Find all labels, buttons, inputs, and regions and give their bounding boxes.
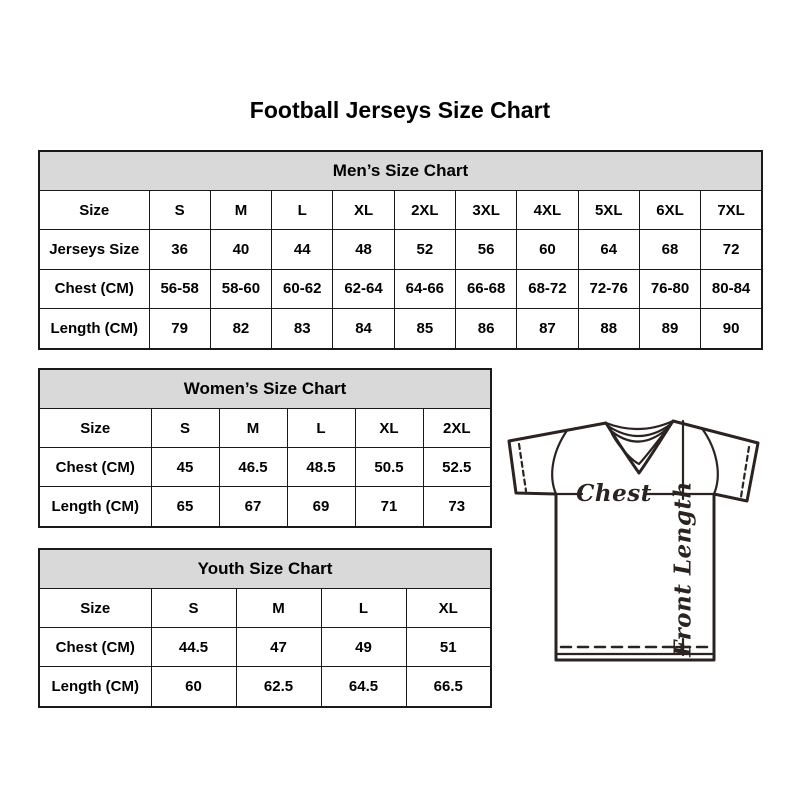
size-value-cell: 84 xyxy=(333,309,394,349)
size-value-cell: 58-60 xyxy=(210,269,271,308)
page-title: Football Jerseys Size Chart xyxy=(249,97,551,123)
size-value-cell: L xyxy=(321,589,406,628)
size-value-cell: 64.5 xyxy=(321,667,406,707)
size-value-cell: 64 xyxy=(578,230,639,269)
size-value-cell: 40 xyxy=(210,230,271,269)
size-value-cell: 50.5 xyxy=(355,448,423,487)
size-value-cell: 64-66 xyxy=(394,269,455,308)
right-sleeve-seam xyxy=(702,429,718,495)
size-value-cell: 86 xyxy=(455,309,516,349)
size-value-cell: 85 xyxy=(394,309,455,349)
men-chart-title: Men’s Size Chart xyxy=(39,151,762,191)
youth-size-chart-table xyxy=(38,548,492,708)
size-value-cell: 90 xyxy=(701,309,762,349)
row-label-cell: Jerseys Size xyxy=(39,230,149,269)
size-value-cell: M xyxy=(236,589,321,628)
size-value-cell: 44 xyxy=(272,230,333,269)
size-value-cell: 89 xyxy=(639,309,700,349)
youth-table-row xyxy=(39,589,491,628)
men-table-row xyxy=(39,269,762,308)
men-table-row xyxy=(39,191,762,230)
size-value-cell: 79 xyxy=(149,309,210,349)
size-value-cell: 60 xyxy=(517,230,578,269)
size-value-cell: S xyxy=(149,191,210,230)
size-value-cell: 2XL xyxy=(423,409,491,448)
womens-size-chart-table xyxy=(38,368,492,528)
size-value-cell: 51 xyxy=(406,628,491,667)
size-value-cell: 52 xyxy=(394,230,455,269)
size-value-cell: 46.5 xyxy=(219,448,287,487)
size-value-cell: M xyxy=(219,409,287,448)
size-value-cell: 2XL xyxy=(394,191,455,230)
size-value-cell: 88 xyxy=(578,309,639,349)
size-value-cell: 52.5 xyxy=(423,448,491,487)
size-value-cell: 80-84 xyxy=(701,269,762,308)
left-sleeve-seam xyxy=(552,431,567,495)
row-label-cell: Size xyxy=(39,589,151,628)
size-value-cell: 76-80 xyxy=(639,269,700,308)
mens-size-chart-table xyxy=(38,150,763,350)
row-label-cell: Length (CM) xyxy=(39,667,151,707)
size-value-cell: 73 xyxy=(423,487,491,527)
size-value-cell: 72 xyxy=(701,230,762,269)
size-value-cell: 83 xyxy=(272,309,333,349)
front-length-measure-label: Front Length xyxy=(669,481,697,657)
size-value-cell: 65 xyxy=(151,487,219,527)
size-value-cell: 44.5 xyxy=(151,628,236,667)
size-value-cell: XL xyxy=(333,191,394,230)
size-value-cell: XL xyxy=(406,589,491,628)
row-label-cell: Chest (CM) xyxy=(39,448,151,487)
size-value-cell: 6XL xyxy=(639,191,700,230)
women-table-row xyxy=(39,487,491,527)
jersey-outline-shape xyxy=(509,421,758,660)
size-value-cell: 48.5 xyxy=(287,448,355,487)
size-value-cell: S xyxy=(151,589,236,628)
size-value-cell: 4XL xyxy=(517,191,578,230)
size-value-cell: 87 xyxy=(517,309,578,349)
size-value-cell: 66-68 xyxy=(455,269,516,308)
size-value-cell: 56-58 xyxy=(149,269,210,308)
size-value-cell: 47 xyxy=(236,628,321,667)
size-value-cell: 71 xyxy=(355,487,423,527)
row-label-cell: Chest (CM) xyxy=(39,628,151,667)
left-cuff-stitch-line xyxy=(519,444,526,491)
size-value-cell: 60-62 xyxy=(272,269,333,308)
size-value-cell: 56 xyxy=(455,230,516,269)
size-value-cell: 82 xyxy=(210,309,271,349)
youth-chart-title: Youth Size Chart xyxy=(39,549,491,589)
size-value-cell: L xyxy=(287,409,355,448)
men-table-row xyxy=(39,230,762,269)
size-value-cell: M xyxy=(210,191,271,230)
row-label-cell: Length (CM) xyxy=(39,309,149,349)
size-value-cell: 3XL xyxy=(455,191,516,230)
size-value-cell: S xyxy=(151,409,219,448)
women-table-row xyxy=(39,409,491,448)
women-table-row xyxy=(39,448,491,487)
youth-table-row xyxy=(39,667,491,707)
size-value-cell: 72-76 xyxy=(578,269,639,308)
row-label-cell: Size xyxy=(39,191,149,230)
size-value-cell: 69 xyxy=(287,487,355,527)
size-value-cell: 68 xyxy=(639,230,700,269)
women-chart-title: Women’s Size Chart xyxy=(39,369,491,409)
size-value-cell: 49 xyxy=(321,628,406,667)
size-value-cell: 45 xyxy=(151,448,219,487)
size-value-cell: L xyxy=(272,191,333,230)
size-value-cell: 67 xyxy=(219,487,287,527)
size-value-cell: 68-72 xyxy=(517,269,578,308)
size-value-cell: 5XL xyxy=(578,191,639,230)
row-label-cell: Length (CM) xyxy=(39,487,151,527)
size-value-cell: 62-64 xyxy=(333,269,394,308)
men-table-row xyxy=(39,309,762,349)
size-value-cell: XL xyxy=(355,409,423,448)
size-value-cell: 62.5 xyxy=(236,667,321,707)
size-value-cell: 48 xyxy=(333,230,394,269)
row-label-cell: Chest (CM) xyxy=(39,269,149,308)
jersey-measurement-diagram xyxy=(493,393,775,685)
size-value-cell: 36 xyxy=(149,230,210,269)
size-value-cell: 66.5 xyxy=(406,667,491,707)
youth-table-row xyxy=(39,628,491,667)
collar-back-arc xyxy=(606,421,673,429)
size-value-cell: 7XL xyxy=(701,191,762,230)
size-value-cell: 60 xyxy=(151,667,236,707)
chest-measure-label: Chest xyxy=(576,480,652,507)
row-label-cell: Size xyxy=(39,409,151,448)
